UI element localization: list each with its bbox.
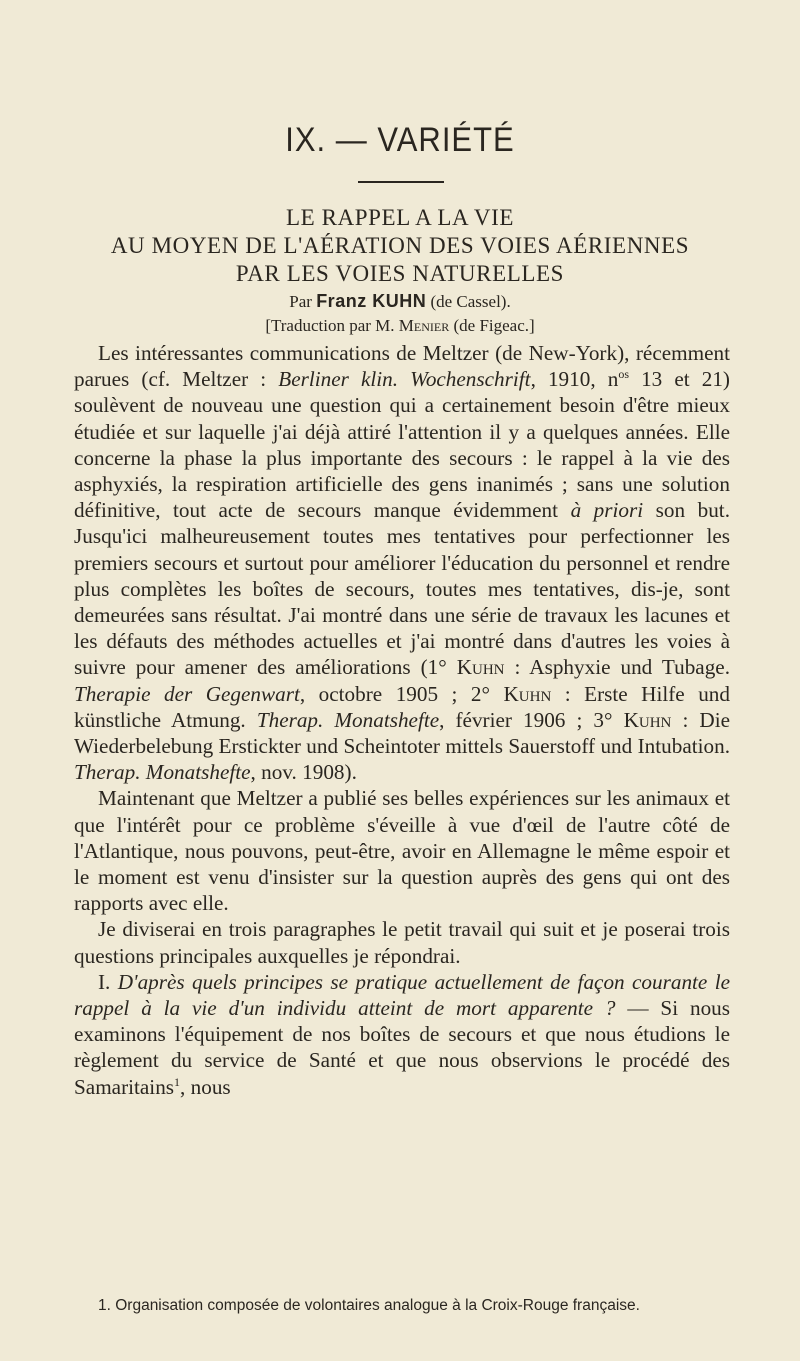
author-ref: Kuhn — [456, 655, 505, 680]
text-run: , octobre 1905 ; 2° — [299, 681, 504, 706]
text-run: , 1910, n — [530, 367, 619, 392]
italic-phrase: à priori — [570, 498, 644, 523]
paragraph-3: Je diviserai en trois paragraphes le petit travail qui suit et je poserai trois questions principales auxquelles je répondrai. — [74, 917, 730, 968]
translation-line — [0, 314, 800, 338]
section-question: D'après quels principes se pratique actuellement de façon courante le rappel à la vie d'un individu atteint de mort apparente ? — [74, 969, 730, 1021]
title-divider — [358, 181, 444, 183]
body-text — [74, 340, 730, 1100]
author-name: Franz KUHN — [316, 291, 427, 311]
by-prefix: Par — [289, 292, 312, 311]
journal-title: Therapie der Gegenwart — [74, 681, 300, 706]
text-run: Les intéressantes communications de Meltzer (de New-York), récemment parues (cf. Meltzer : — [74, 341, 730, 392]
text-run: son but. Jusqu'ici malheureusement toutes mes tentatives pour perfectionner les premiers secours et surtout pour améliorer l'éducation du personnel et rendre plus complètes les boîtes de secours, toutes mes tentatives, dis-je, sont demeurées sans résultat. J'ai montré dans une série de travaux les lacunes et les défauts des méthodes actuelles et j'ai montré dans d'autres les voies à suivre pour amener des améliorations (1° — [74, 498, 730, 680]
text-run: , février 1906 ; 3° — [439, 707, 624, 732]
title-line-2: AU MOYEN DE L'AÉRATION DES VOIES AÉRIENNES — [110, 233, 690, 258]
journal-title: Therap. Monatshefte — [74, 760, 251, 785]
superscript: os — [618, 367, 629, 382]
byline — [0, 289, 800, 338]
footnote-marker: 1 — [174, 1074, 181, 1089]
title-line-3: PAR LES VOIES NATURELLES — [235, 261, 565, 286]
section-title: IX. — VARIÉTÉ — [285, 120, 515, 159]
author-ref: Kuhn — [623, 707, 672, 732]
paragraph-4 — [74, 969, 730, 1100]
paragraph-1 — [74, 340, 730, 785]
footnote — [74, 1296, 730, 1316]
translation-prefix: [Traduction par M. — [265, 316, 395, 335]
paragraph-2: Maintenant que Meltzer a publié ses belles expériences sur les animaux et que l'intérêt pour ce problème s'éveille à vue d'œil de l'autre côté de l'Atlantique, nous pouvons, peut-être, avoir en Allemagne le même espoir et le moment est venu d'insister sur la question auprès des gens qui ont des rapports avec elle. — [74, 786, 730, 916]
author-ref: Kuhn — [503, 681, 552, 706]
article-title — [0, 204, 800, 288]
text-run: — Si nous examinons l'équipement de nos boîtes de secours et que nous étudions le règlement du service de Santé et que nous observions le procédé des Samaritains — [74, 996, 730, 1099]
section-number: I. — [98, 969, 118, 994]
text-run: 13 et 21) soulèvent de nouveau une question qui a certainement besoin d'être mieux étudiée et sur laquelle j'ai déjà attiré l'attention il y a quelques années. Elle concerne la phase la plus importante des secours : le rappel à la vie des asphyxiés, la respiration artificielle des gens inanimés ; sans une solution définitive, tout acte de secours manque évidemment — [74, 367, 730, 523]
journal-title: Therap. Monatshefte — [256, 707, 440, 732]
journal-title: Berliner klin. Wochenschrift — [278, 367, 531, 392]
text-run: , nov. 1908). — [250, 760, 357, 785]
translator-city: (de Figeac.] — [453, 316, 535, 335]
footnote-text: 1. Organisation composée de volontaires analogue à la Croix-Rouge française. — [98, 1297, 640, 1314]
translator-name: Menier — [398, 316, 450, 335]
text-run: : Die Wiederbelebung Erstickter und Scheintoter mittels Sauerstoff und Intubation. — [74, 707, 731, 759]
text-run: , nous — [180, 1074, 231, 1099]
text-run: : Erste Hilfe und künstliche Atmung. — [74, 681, 730, 732]
text-run: : Asphyxie und Tubage. — [504, 655, 730, 680]
title-line-1: LE RAPPEL A LA VIE — [285, 205, 515, 230]
author-city: (de Cassel). — [430, 292, 511, 311]
author-line — [0, 289, 800, 314]
